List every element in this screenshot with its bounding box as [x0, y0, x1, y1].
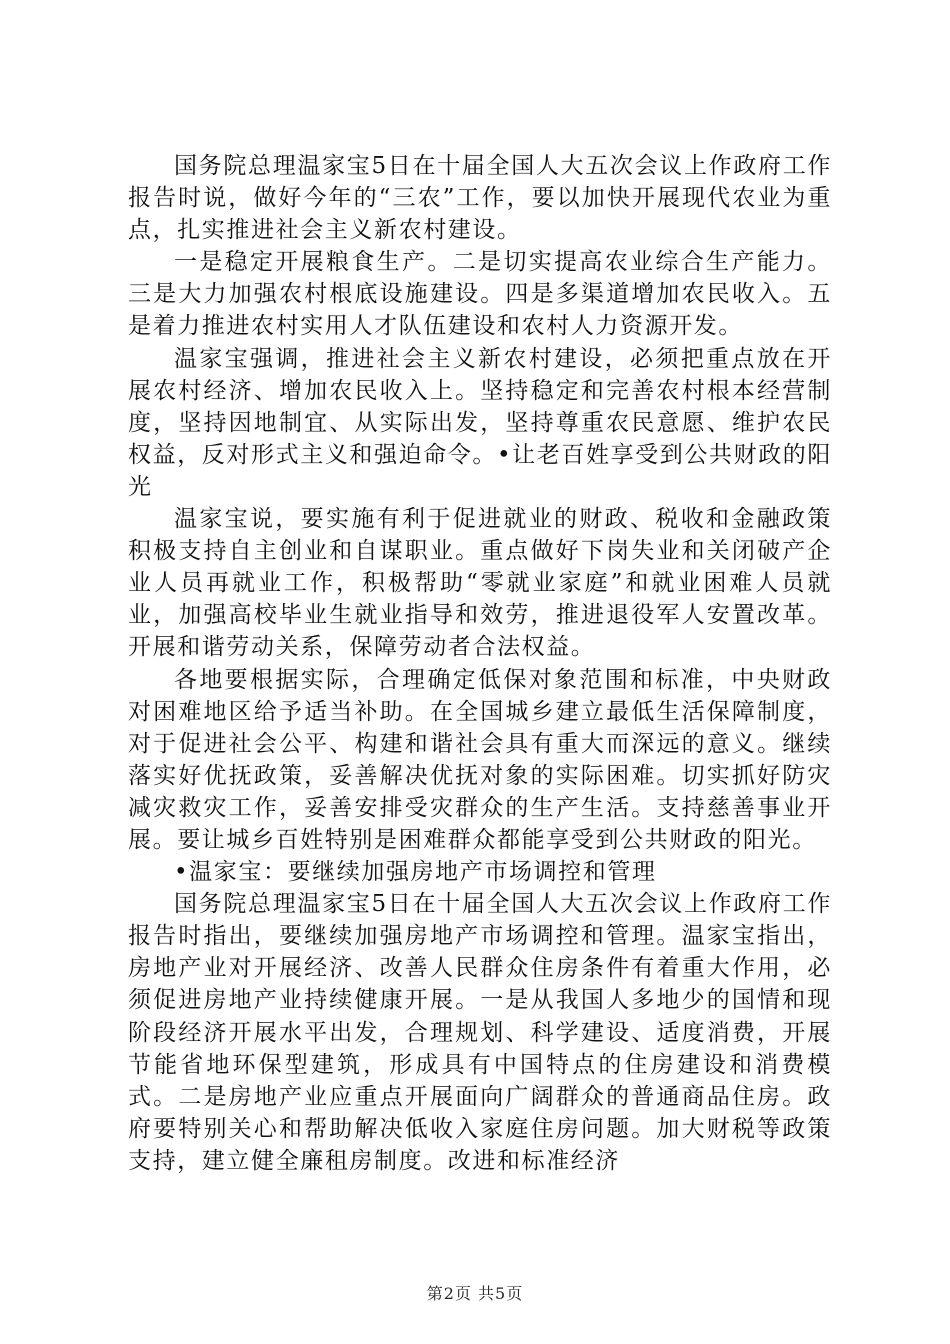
- paragraph-7: 国务院总理温家宝5日在十届全国人大五次会议上作政府工作报告时指出，要继续加强房地产市场调控和管理。温家宝指出，房地产业对开展经济、改善人民群众住房条件有着重大作用，必须促进房地产业持续健康开展。一是从我国人多地少的国情和现阶段经济开展水平出发，合理规划、科学建设、适度消费，开展节能省地环保型建筑，形成具有中国特点的住房建设和消费模式。二是房地产业应重点开展面向广阔群众的普通商品住房。政府要特别关心和帮助解决低收入家庭住房问题。加大财税等政策支持，建立健全廉租房制度。改进和标准经济: [128, 891, 832, 1174]
- paragraph-2: 一是稳定开展粮食生产。二是切实提高农业综合生产能力。三是大力加强农村根底设施建设。四是多渠道增加农民收入。五是着力推进农村实用人才队伍建设和农村人力资源开发。: [128, 249, 832, 340]
- paragraph-4: 温家宝说，要实施有利于促进就业的财政、税收和金融政策积极支持自主创业和自谋职业。重点做好下岗失业和关闭破产企业人员再就业工作，积极帮助“零就业家庭”和就业困难人员就业，加强高校毕业生就业指导和效劳，推进退役军人安置改革。开展和谐劳动关系，保障劳动者合法权益。: [128, 506, 832, 661]
- paragraph-3: 温家宝强调，推进社会主义新农村建设，必须把重点放在开展农村经济、增加农民收入上。坚持稳定和完善农村根本经营制度，坚持因地制宜、从实际出发，坚持尊重农民意愿、维护农民权益，反对形式主义和强迫命令。•让老百姓享受到公共财政的阳光: [128, 345, 832, 500]
- paragraph-5: 各地要根据实际，合理确定低保对象范围和标准，中央财政对困难地区给予适当补助。在全国城乡建立最低生活保障制度，对于促进社会公平、构建和谐社会具有重大而深远的意义。继续落实好优抚政策，妥善解决优抚对象的实际困难。切实抓好防灾减灾救灾工作，妥善安排受灾群众的生产生活。支持慈善事业开展。要让城乡百姓特别是困难群众都能享受到公共财政的阳光。: [128, 666, 832, 853]
- section-heading-housing: •温家宝：要继续加强房地产市场调控和管理: [174, 859, 657, 886]
- document-body: [128, 150, 832, 1177]
- paragraph-1: 国务院总理温家宝5日在十届全国人大五次会议上作政府工作报告时说，做好今年的“三农”工作，要以加快开展现代农业为重点，扎实推进社会主义新农村建设。: [128, 153, 832, 244]
- page-number-footer: 第2页 共5页: [426, 1284, 524, 1303]
